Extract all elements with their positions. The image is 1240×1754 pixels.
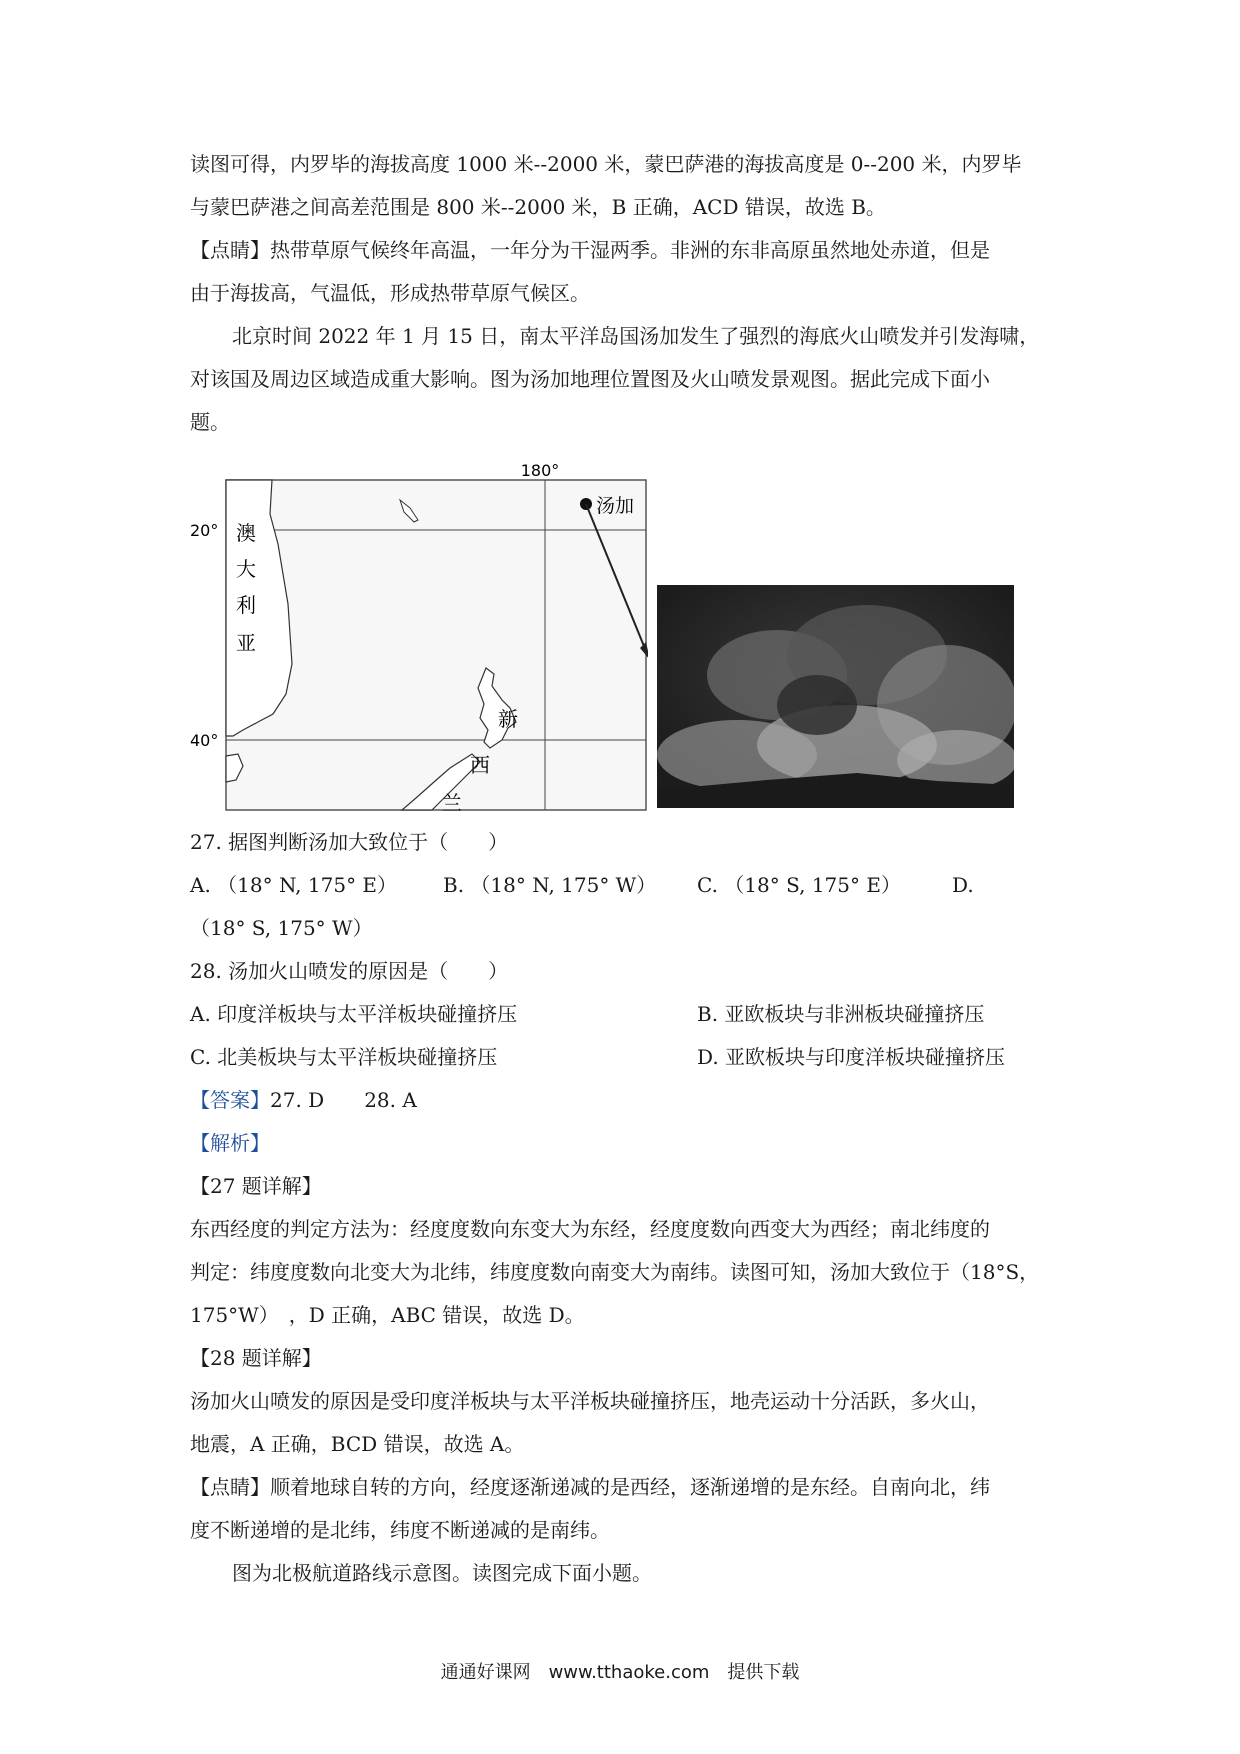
tip-text-2: 顺着地球自转的方向，经度逐渐递减的是西经，逐渐递增的是东经。自南向北，纬 bbox=[270, 1475, 990, 1499]
next-intro: 图为北极航道路线示意图。读图完成下面小题。 bbox=[232, 1561, 652, 1585]
q27-option-d: D. bbox=[952, 873, 974, 897]
australia-label-4: 亚 bbox=[236, 631, 256, 655]
detail28-title: 【28 题详解】 bbox=[190, 1346, 322, 1370]
q28-option-d: D. 亚欧板块与印度洋板块碰撞挤压 bbox=[697, 1045, 1006, 1069]
australia-label-1: 澳 bbox=[236, 521, 256, 545]
paragraph-1-line-1: 读图可得，内罗毕的海拔高度 1000 米--2000 米，蒙巴萨港的海拔高度是 0--200 米，内罗毕 bbox=[190, 152, 1022, 176]
page-footer: 通通好课网 www.tthaoke.com 提供下载 bbox=[440, 1662, 800, 1683]
analysis-tag: 【解析】 bbox=[190, 1131, 270, 1155]
detail27-line-3: 175°W） ，D 正确，ABC 错误，故选 D。 bbox=[190, 1303, 585, 1327]
paragraph-1-line-2: 与蒙巴萨港之间高差范围是 800 米--2000 米，B 正确，ACD 错误，故选 B。 bbox=[190, 195, 886, 219]
latitude-40-label: 40° bbox=[190, 731, 219, 750]
australia-label-2: 大 bbox=[236, 557, 256, 581]
q28-option-a: A. 印度洋板块与太平洋板块碰撞挤压 bbox=[190, 1002, 518, 1026]
nz-label-3: 兰 bbox=[442, 791, 462, 814]
nz-label-2: 西 bbox=[470, 753, 490, 777]
intro-line-2: 对该国及周边区域造成重大影响。图为汤加地理位置图及火山喷发景观图。据此完成下面小 bbox=[190, 367, 990, 391]
q28-option-c: C. 北美板块与太平洋板块碰撞挤压 bbox=[190, 1045, 498, 1069]
tip-tag: 【点睛】 bbox=[190, 238, 270, 262]
tonga-label: 汤加 bbox=[596, 495, 635, 517]
q28-stem: 28. 汤加火山喷发的原因是（ ） bbox=[190, 959, 509, 983]
intro-line-1: 北京时间 2022 年 1 月 15 日，南太平洋岛国汤加发生了强烈的海底火山喷发并引发海啸， bbox=[232, 324, 1040, 348]
detail27-line-1: 东西经度的判定方法为：经度度数向东变大为东经，经度度数向西变大为西经；南北纬度的 bbox=[190, 1217, 990, 1241]
q27-stem: 27. 据图判断汤加大致位于（ ） bbox=[190, 830, 509, 854]
tip-line-2: 度不断递增的是北纬，纬度不断递减的是南纬。 bbox=[190, 1518, 610, 1542]
tip-paragraph-line-2: 由于海拔高，气温低，形成热带草原气候区。 bbox=[190, 281, 590, 305]
tonga-location-map bbox=[188, 464, 648, 814]
tip-line-1 bbox=[190, 1473, 1060, 1501]
q27-option-c: C. （18° S, 175° E） bbox=[697, 873, 901, 897]
tip-text: 热带草原气候终年高温，一年分为干湿两季。非洲的东非高原虽然地处赤道，但是 bbox=[270, 238, 990, 262]
q28-option-b: B. 亚欧板块与非洲板块碰撞挤压 bbox=[697, 1002, 985, 1026]
q27-option-d-value: （18° S, 175° W） bbox=[190, 916, 373, 940]
longitude-180-label: 180° bbox=[520, 464, 560, 480]
latitude-20-label: 20° bbox=[190, 521, 219, 540]
detail28-line-1: 汤加火山喷发的原因是受印度洋板块与太平洋板块碰撞挤压，地壳运动十分活跃，多火山， bbox=[190, 1389, 990, 1413]
australia-label-3: 利 bbox=[236, 593, 256, 617]
answer-line bbox=[190, 1086, 1060, 1114]
answer-tag: 【答案】 bbox=[190, 1088, 270, 1112]
intro-line-3: 题。 bbox=[190, 410, 230, 434]
tip-tag-2: 【点睛】 bbox=[190, 1475, 270, 1499]
q27-option-b: B. （18° N, 175° W） bbox=[443, 873, 657, 897]
detail27-line-2: 判定：纬度度数向北变大为北纬，纬度度数向南变大为南纬。读图可知，汤加大致位于（18°S， bbox=[190, 1260, 1040, 1284]
tip-paragraph-line-1 bbox=[190, 236, 1060, 264]
detail28-line-2: 地震，A 正确，BCD 错误，故选 A。 bbox=[190, 1432, 525, 1456]
detail27-title: 【27 题详解】 bbox=[190, 1174, 322, 1198]
q27-option-a: A. （18° N, 175° E） bbox=[190, 873, 398, 897]
answer-text: 27. D 28. A bbox=[270, 1088, 417, 1112]
nz-label-1: 新 bbox=[498, 707, 518, 731]
volcano-eruption-photo bbox=[657, 585, 1014, 808]
